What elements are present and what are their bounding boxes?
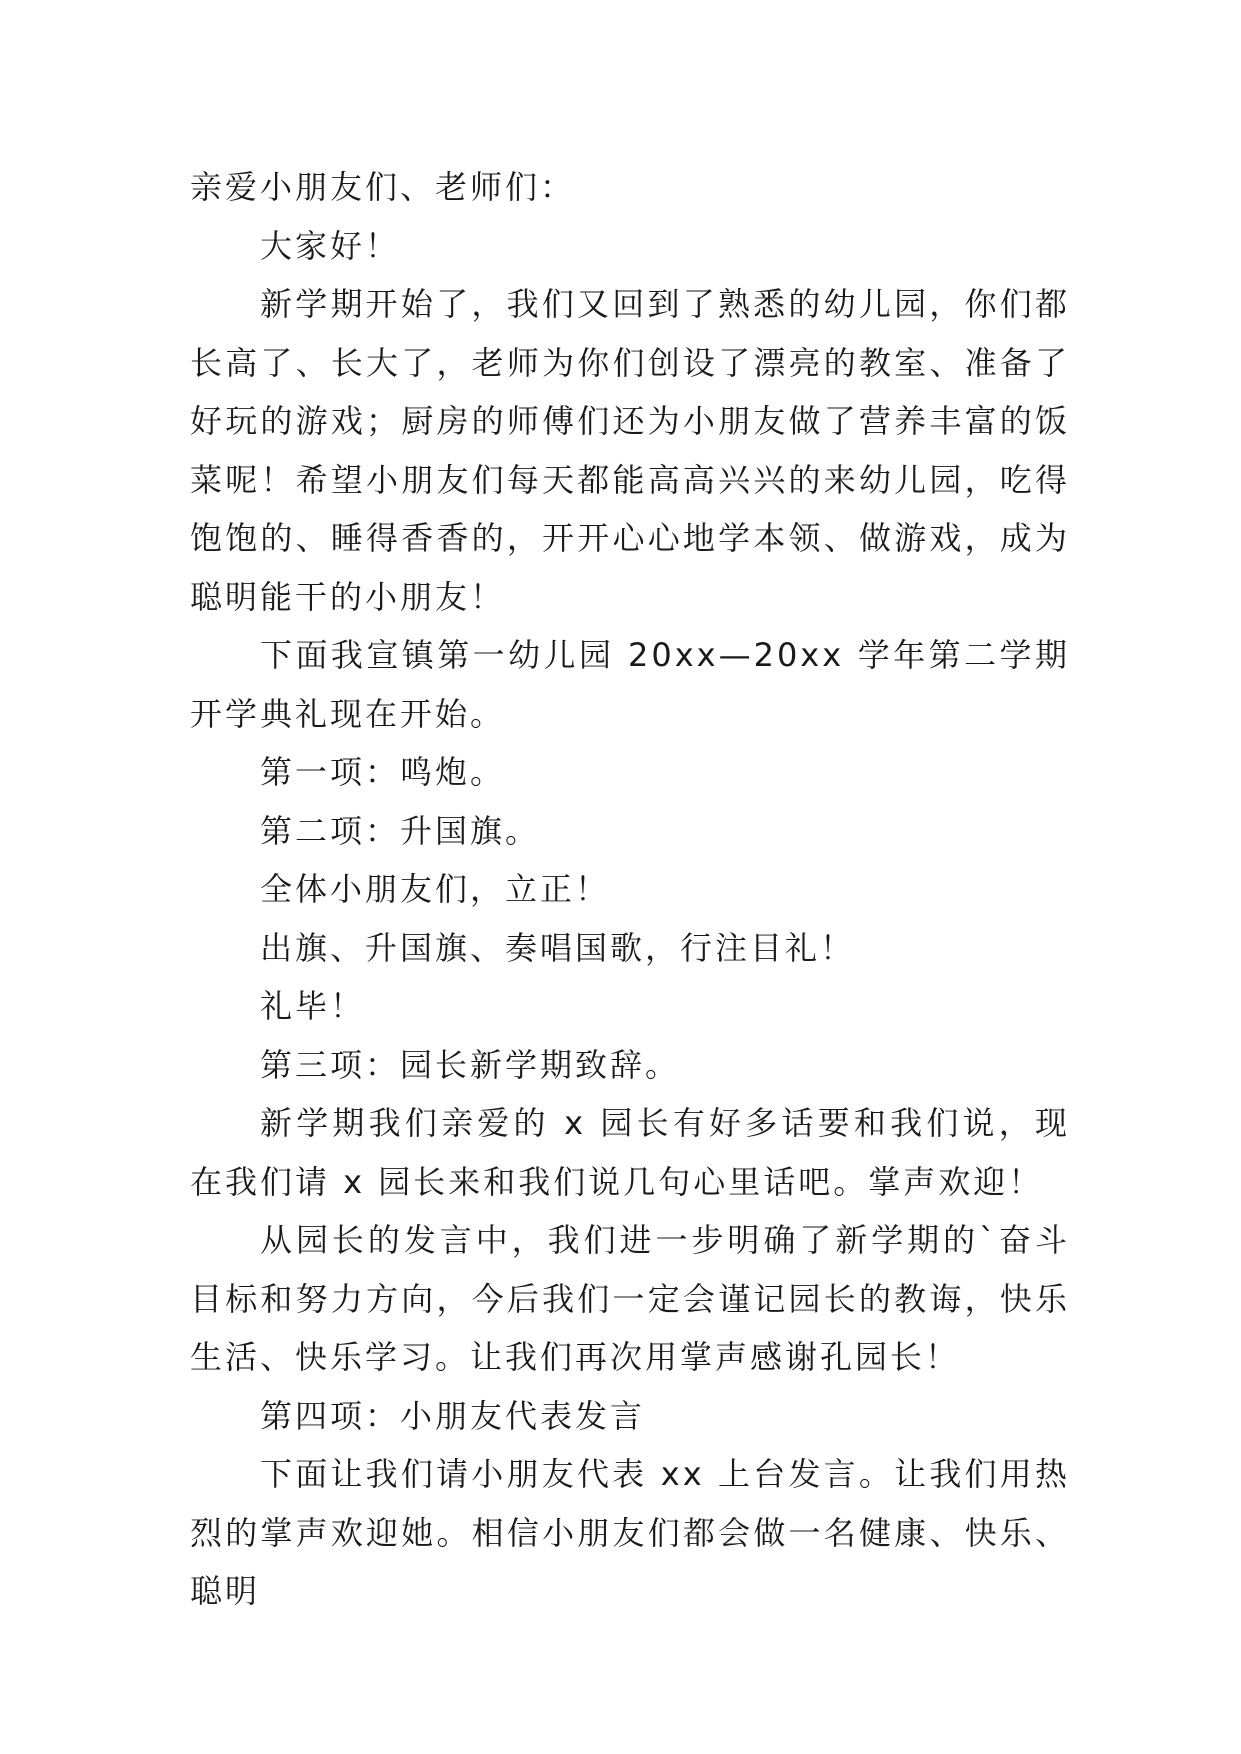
item-four: 第四项：小朋友代表发言 bbox=[260, 1396, 646, 1435]
flag-line: 出旗、升国旗、奏唱国歌，行注目礼！ bbox=[260, 928, 856, 967]
paragraph-child-speech: 下面让我们请小朋友代表 xx 上台发言。让我们用热烈的掌声欢迎她。相信小朋友们都会做一名健康、快乐、聪明 bbox=[190, 1455, 1070, 1610]
salutation: 亲爱小朋友们、老师们： bbox=[190, 168, 576, 206]
paragraph-principal-intro: 新学期我们亲爱的 x 园长有好多话要和我们说，现在我们请 x 园长来和我们说几句心里话吧。掌声欢迎！ bbox=[190, 1104, 1070, 1201]
greeting: 大家好！ bbox=[260, 226, 401, 265]
item-three: 第三项：园长新学期致辞。 bbox=[260, 1045, 681, 1084]
paragraph-principal-thanks: 从园长的发言中，我们进一步明确了新学期的`奋斗目标和努力方向，今后我们一定会谨记园长的教诲，快乐生活、快乐学习。让我们再次用掌声感谢孔园长！ bbox=[190, 1221, 1070, 1376]
salute-end-line: 礼毕！ bbox=[260, 987, 366, 1025]
item-two: 第二项：升国旗。 bbox=[260, 811, 541, 850]
paragraph-opening: 新学期开始了，我们又回到了熟悉的幼儿园，你们都长高了、长大了，老师为你们创设了漂亮的教室、准备了好玩的游戏；厨房的师傅们还为小朋友做了营养丰富的饭菜呢！希望小朋友们每天都能高高兴兴的来幼儿园，吃得饱饱的、睡得香香的，开开心心地学本领、做游戏，成为聪明能干的小朋友！ bbox=[190, 285, 1070, 616]
item-one: 第一项：鸣炮。 bbox=[260, 753, 506, 791]
paragraph-ceremony-start: 下面我宣镇第一幼儿园 20xx—20xx 学年第二学期开学典礼现在开始。 bbox=[190, 636, 1070, 733]
attention-line: 全体小朋友们，立正！ bbox=[260, 870, 611, 908]
document-body bbox=[190, 158, 1070, 1621]
